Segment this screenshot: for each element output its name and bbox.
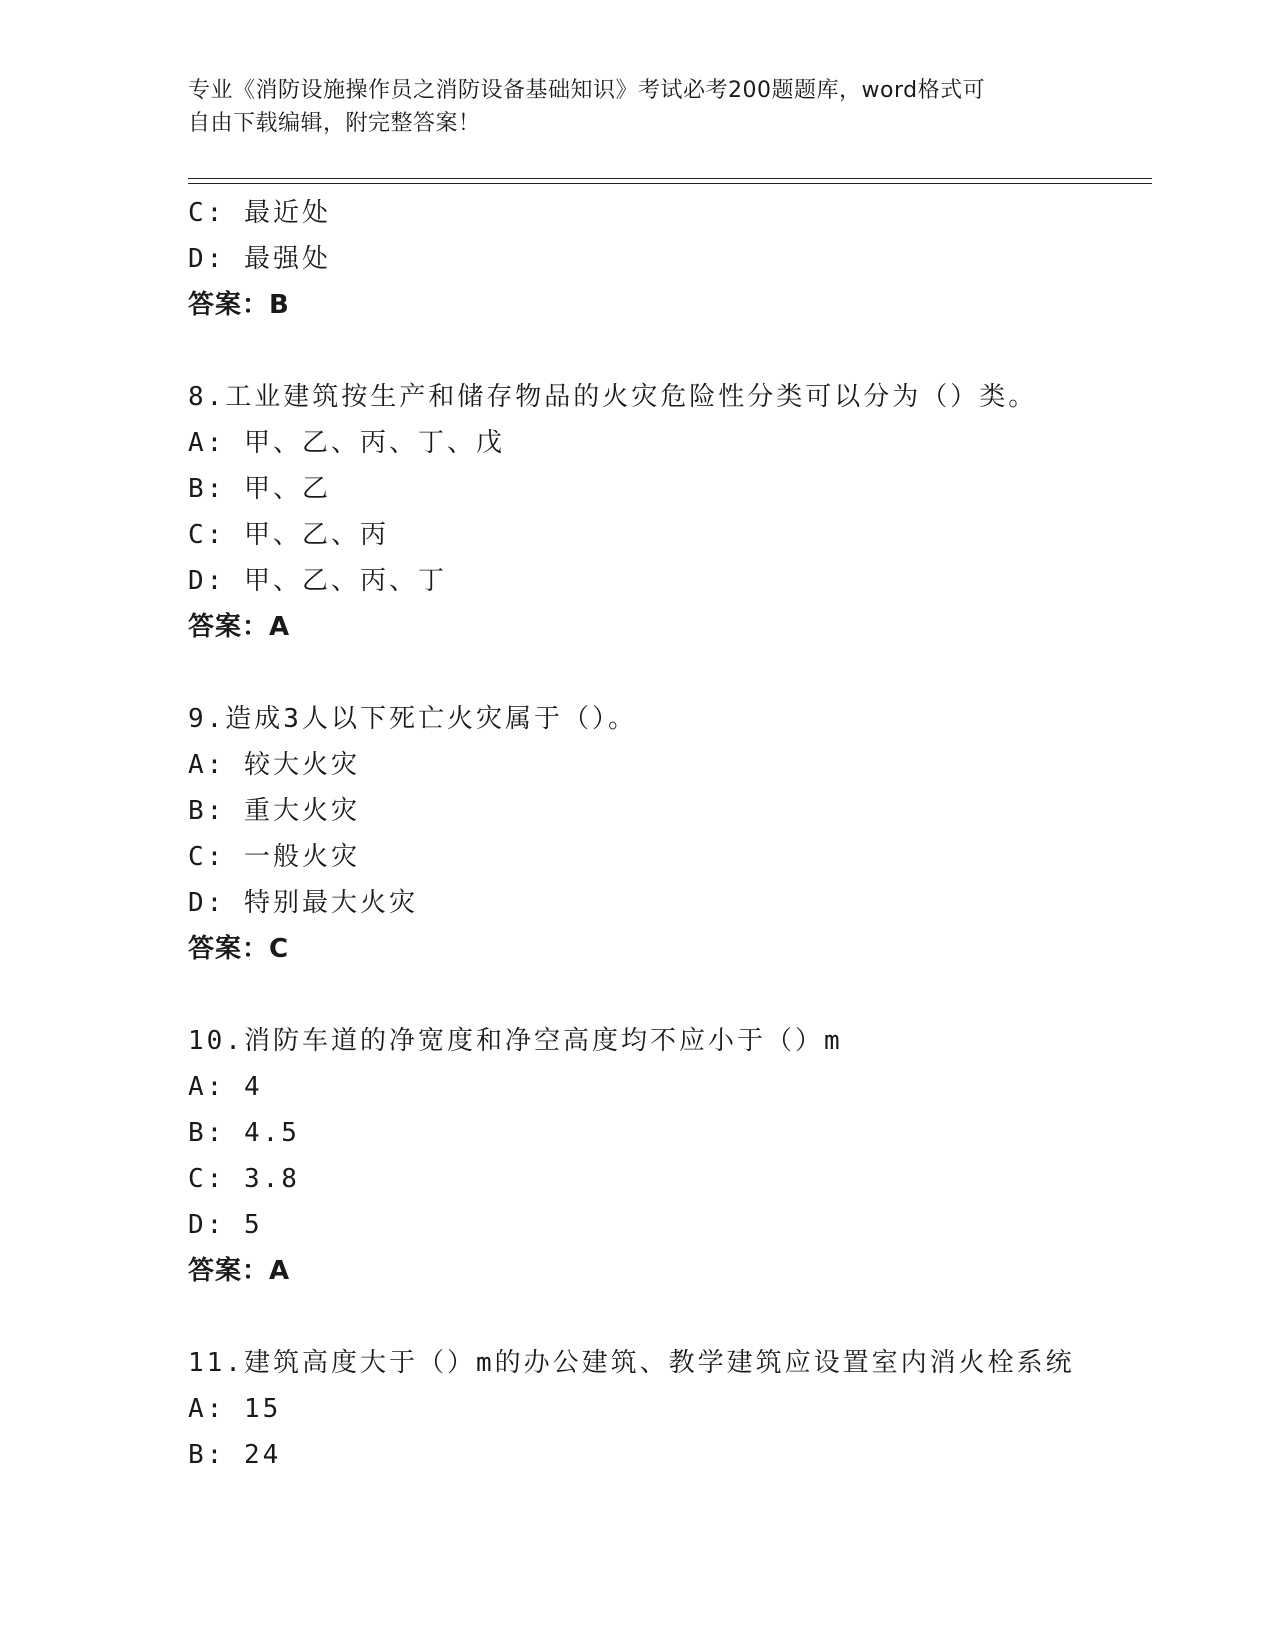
header-divider-bottom: [188, 183, 1152, 184]
question-9: [188, 696, 1148, 972]
answer: 答案：A: [188, 1256, 291, 1286]
option-c: C: 3.8: [188, 1164, 300, 1194]
document-header: [188, 74, 1068, 140]
question-10: [188, 1018, 1148, 1294]
option-d: D: 5: [188, 1210, 263, 1240]
option-b: B: 重大火灾: [188, 796, 360, 826]
question-11: [188, 1340, 1148, 1478]
question-8: [188, 374, 1148, 650]
option-d: D: 甲、乙、丙、丁: [188, 566, 447, 596]
header-line-2: 自由下载编辑，附完整答案！: [188, 111, 481, 136]
option-a: A: 甲、乙、丙、丁、戊: [188, 428, 505, 458]
option-b: B: 24: [188, 1440, 282, 1470]
option-a: A: 15: [188, 1394, 282, 1424]
question-text: 11.建筑高度大于（）m的办公建筑、教学建筑应设置室内消火栓系统: [188, 1348, 1075, 1378]
option-d: D: 特别最大火灾: [188, 888, 418, 918]
option-a: A: 4: [188, 1072, 263, 1102]
question-text: 9.造成3人以下死亡火灾属于（）。: [188, 704, 637, 734]
header-line-1: 专业《消防设施操作员之消防设备基础知识》考试必考200题题库，word格式可: [188, 78, 986, 103]
question-text: 10.消防车道的净宽度和净空高度均不应小于（）m: [188, 1026, 843, 1056]
answer: 答案：C: [188, 934, 290, 964]
question-text: 8.工业建筑按生产和储存物品的火灾危险性分类可以分为（）类。: [188, 382, 1038, 412]
answer: 答案：B: [188, 290, 290, 320]
option-c: C: 甲、乙、丙: [188, 520, 389, 550]
header-divider-top: [188, 178, 1152, 179]
previous-question-tail: [188, 190, 1148, 328]
answer: 答案：A: [188, 612, 291, 642]
question-content: [188, 190, 1148, 1478]
option-c: C: 一般火灾: [188, 842, 360, 872]
option-c: C: 最近处: [188, 198, 331, 228]
option-b: B: 甲、乙: [188, 474, 331, 504]
option-a: A: 较大火灾: [188, 750, 360, 780]
option-d: D: 最强处: [188, 244, 331, 274]
option-b: B: 4.5: [188, 1118, 300, 1148]
